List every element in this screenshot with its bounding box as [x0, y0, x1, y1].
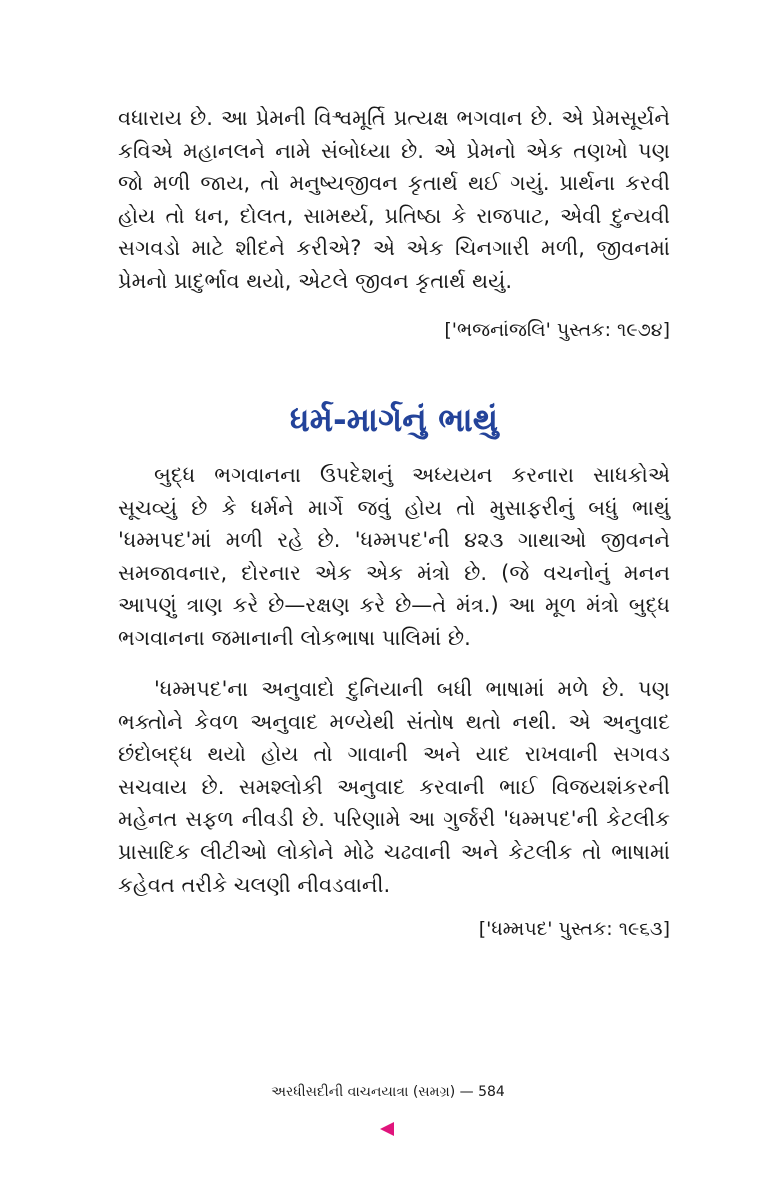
section-title: ધર્મ-માર્ગનું ભાથું [289, 400, 499, 439]
paragraph-2: બુદ્ધ ભગવાનના ઉપદેશનું અધ્યયન કરનારા સાધકોએ સૂચવ્યું છે કે ધર્મને માર્ગે જવું હોય તો મુસાફરીનું બધું ભાથું 'ધમ્મપદ'માં મળી રહે છે. 'ધમ્મપદ'ની ૪૨૩ ગાથાઓ જીવનને સમજાવનાર, દોરનાર એક એક મંત્રો છે. (જે વચનોનું મનન આપણું ત્રાણ કરે છે—રક્ષણ કરે છે—તે મંત્ર.) આ મૂળ મંત્રો બુદ્ધ ભગવાનના જમાનાની લોકભાષા પાલિમાં છે. [118, 463, 670, 650]
paragraph-3: 'ધમ્મપદ'ના અનુવાદો દુનિયાની બધી ભાષામાં મળે છે. પણ ભક્તોને કેવળ અનુવાદ મળ્યેથી સંતોષ થતો નથી. એ અનુવાદ છંદોબદ્ધ થયો હોય તો ગાવાની અને યાદ રાખવાની સગવડ સચવાય છે. સમશ્લોકી અનુવાદ કરવાની ભાઈ વિજયશંકરની મહેનત સફળ નીવડી છે. પરિણામે આ ગુર્જરી 'ધમ્મપદ'ની કેટલીક પ્રાસાદિક લીટીઓ લોકોને મોઢે ચઢવાની અને કેટલીક તો ભાષામાં કહેવત તરીકે ચલણી નીવડવાની. [118, 677, 670, 897]
source-citation-2: ['ધમ્મપદ' પુસ્તક: ૧૯૬૩] [478, 918, 670, 940]
page-footer: અરધીસદીની વાચનયાત્રા (સમગ્ર) — 584 [271, 1084, 505, 1100]
previous-page-arrow-icon[interactable] [380, 1122, 394, 1136]
source-citation-1: ['ભજનાંજલિ' પુસ્તક: ૧૯૭૪] [444, 319, 670, 341]
paragraph-1: વધારાય છે. આ પ્રેમની વિશ્વમૂર્તિ પ્રત્યક્ષ ભગવાન છે. એ પ્રેમસૂર્યને કવિએ મહાનલને નામે સંબોધ્યા છે. એ પ્રેમનો એક તણખો પણ જો મળી જાય, તો મનુષ્યજીવન કૃતાર્થ થઈ ગયું. પ્રાર્થના કરવી હોય તો ધન, દોલત, સામર્થ્ય, પ્રતિષ્ઠા કે રાજપાટ, એવી દુન્યવી સગવડો માટે શીદને કરીએ? એ એક ચિનગારી મળી, જીવનમાં પ્રેમનો પ્રાદુર્ભાવ થયો, એટલે જીવન કૃતાર્થ થયું. [118, 106, 670, 293]
